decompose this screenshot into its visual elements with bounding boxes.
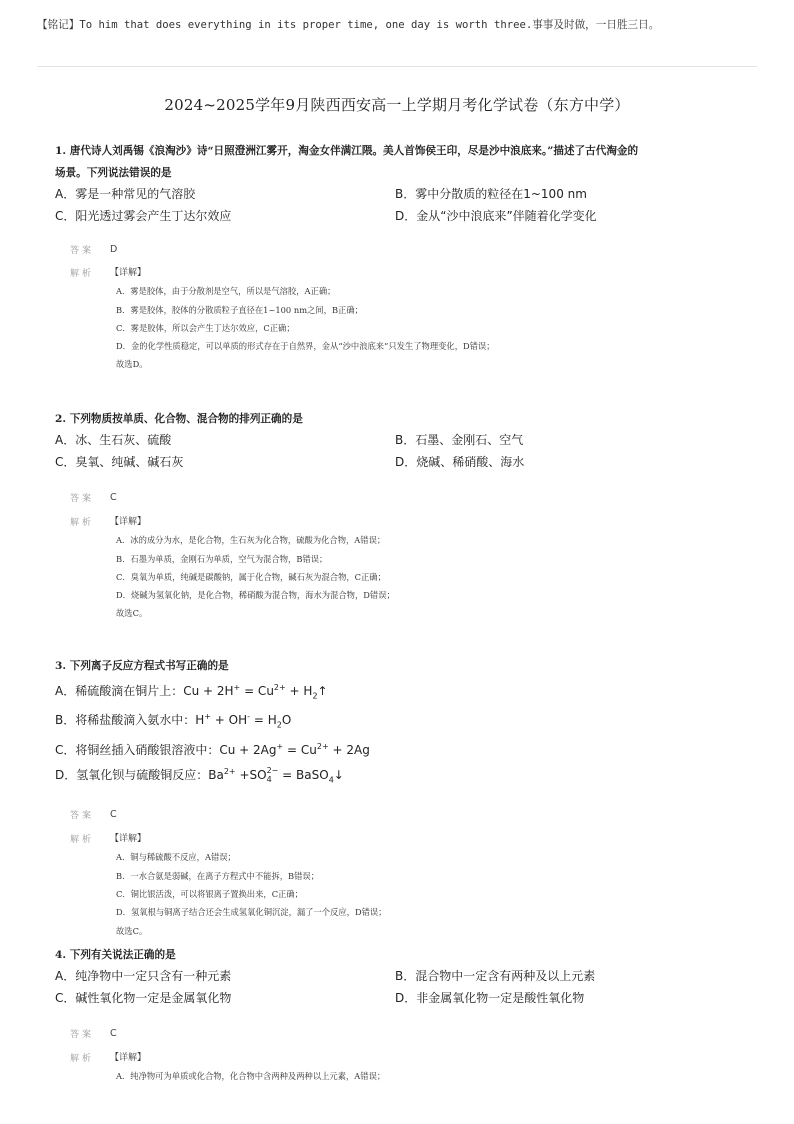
option-c: C．将铜丝插入硝酸银溶液中：$Cu + 2Ag^+ = Cu^{2+} + 2Ag$ bbox=[55, 741, 370, 757]
answer-tag: 答案 bbox=[70, 245, 95, 256]
option-b: B．将稀盐酸滴入氨水中：$H^+ + OH^- = H_2O$ bbox=[55, 712, 292, 730]
page-title: 2024~2025学年9月陕西西安高一上学期月考化学试卷（东方中学） bbox=[164, 96, 630, 114]
divider bbox=[37, 66, 757, 67]
option-d: D．金从“沙中浪底来”伴随着化学变化 bbox=[395, 208, 597, 223]
option-a: A．纯净物中一定只含有一种元素 bbox=[55, 969, 232, 983]
option-c: C．臭氧、纯碱、碱石灰 bbox=[55, 454, 184, 469]
question-stem bbox=[0, 944, 794, 966]
options bbox=[0, 430, 794, 473]
answer-value: C bbox=[110, 1027, 117, 1039]
option-d: D．氢氧化钡与硫酸铜反应：$Ba^{2+} +SO$ 2− 4 = BaSO$_4$↓ bbox=[55, 766, 344, 785]
option-d: D．非金属氧化物一定是酸性氧化物 bbox=[395, 990, 585, 1005]
options bbox=[0, 966, 794, 1009]
stem-line: 1. 唐代诗人刘禹锡《浪淘沙》诗“日照澄洲江雾开，淘金女伴满江隈。美人首饰侯王印，尽是沙中浪底来。”描述了古代淘金的 bbox=[55, 145, 639, 157]
question-2 bbox=[0, 408, 794, 623]
analysis-line: 故选D。 bbox=[116, 359, 148, 370]
analysis-line: A．纯净物可为单质或化合物，化合物中含两种及两种以上元素，A错误； bbox=[116, 1071, 386, 1082]
analysis-line: B．一水合氨是弱碱，在离子方程式中不能拆，B错误； bbox=[116, 870, 320, 881]
analysis-line: C．臭氧为单质，纯碱是碳酸钠，属于化合物，碱石灰为混合物，C正确； bbox=[116, 571, 386, 582]
question-stem bbox=[0, 655, 794, 677]
analysis-line: C．雾是胶体，所以会产生丁达尔效应，C正确； bbox=[116, 322, 295, 333]
answer-row bbox=[0, 239, 794, 259]
detail-heading: 【详解】 bbox=[110, 517, 147, 527]
analysis-block bbox=[0, 1049, 794, 1086]
analysis-line: B．石墨为单质，金刚石为单质，空气为混合物，B错误； bbox=[116, 553, 328, 564]
analysis-tag: 解析 bbox=[70, 1054, 95, 1064]
analysis-tag: 解析 bbox=[70, 835, 95, 846]
question-4 bbox=[0, 944, 794, 1086]
stem-line: 场景。下列说法错误的是 bbox=[55, 167, 172, 179]
question-3 bbox=[0, 655, 794, 940]
analysis-line: 故选C。 bbox=[116, 925, 148, 936]
detail-heading: 【详解】 bbox=[110, 834, 147, 845]
analysis-line: D．烧碱为氢氧化钠，是化合物，稀硝酸为混合物，海水为混合物，D错误； bbox=[116, 590, 395, 601]
analysis-line: 故选C。 bbox=[116, 608, 148, 619]
options bbox=[0, 184, 794, 227]
analysis-line: A．雾是胶体，由于分散剂是空气，所以是气溶胶，A正确； bbox=[116, 286, 336, 297]
answer-value: D bbox=[110, 243, 118, 255]
analysis-line: B．雾是胶体，胶体的分散质粒子直径在1~100 nm之间，B正确； bbox=[116, 304, 363, 315]
option-d: D．烧碱、稀硝酸、海水 bbox=[395, 454, 525, 469]
option-b: B．混合物中一定含有两种及以上元素 bbox=[395, 969, 596, 983]
answer-row bbox=[0, 1023, 794, 1043]
question-stem bbox=[0, 408, 794, 430]
options bbox=[0, 677, 794, 790]
option-a: A．雾是一种常见的气溶胶 bbox=[55, 187, 196, 201]
answer-tag: 答案 bbox=[70, 1029, 95, 1040]
stem-line: 2. 下列物质按单质、化合物、混合物的排列正确的是 bbox=[55, 413, 303, 425]
option-c: C．碱性氧化物一定是金属氧化物 bbox=[55, 990, 232, 1005]
option-b: B．雾中分散质的粒径在1~100 nm bbox=[395, 187, 587, 201]
answer-row bbox=[0, 487, 794, 507]
option-a: A．冰、生石灰、硫酸 bbox=[55, 433, 172, 447]
analysis-line: A．冰的成分为水，是化合物，生石灰为化合物，硫酸为化合物，A错误； bbox=[116, 535, 386, 546]
analysis-tag: 解析 bbox=[70, 269, 95, 279]
analysis-line: A．铜与稀硫酸不反应，A错误； bbox=[116, 852, 236, 863]
answer-row bbox=[0, 804, 794, 824]
detail-heading: 【详解】 bbox=[110, 268, 147, 278]
analysis-block bbox=[0, 513, 794, 623]
analysis-block bbox=[0, 830, 794, 940]
stem-line: 4. 下列有关说法正确的是 bbox=[55, 949, 176, 961]
answer-tag: 答案 bbox=[70, 810, 95, 821]
analysis-line: D．金的化学性质稳定，可以单质的形式存在于自然界，金从“沙中浪底来”只发生了物理变化，D错误； bbox=[116, 341, 495, 352]
question-stem bbox=[0, 140, 794, 184]
answer-tag: 答案 bbox=[70, 493, 95, 504]
option-c: C．阳光透过雾会产生丁达尔效应 bbox=[55, 208, 232, 223]
option-b: B．石墨、金刚石、空气 bbox=[395, 433, 524, 447]
option-a: A．稀硫酸滴在铜片上：$Cu + 2H^+ = Cu^{2+}$ + $H_2↑$ bbox=[55, 683, 328, 701]
analysis-line: D．氢氧根与铜离子结合还会生成氢氧化铜沉淀，漏了一个反应，D错误； bbox=[116, 907, 387, 918]
detail-heading: 【详解】 bbox=[110, 1053, 147, 1063]
stem-line: 3. 下列离子反应方程式书写正确的是 bbox=[55, 660, 229, 672]
motto-banner: 【铭记】To him that does everything in its proper time, one day is worth three.事事及时做，一日胜三日。 bbox=[37, 18, 660, 31]
answer-value: C bbox=[110, 491, 117, 503]
question-1 bbox=[0, 140, 794, 374]
analysis-block bbox=[0, 264, 794, 374]
analysis-line: C．铜比银活泼，可以将银离子置换出来，C正确； bbox=[116, 889, 303, 900]
analysis-tag: 解析 bbox=[70, 518, 95, 528]
answer-value: C bbox=[110, 808, 117, 820]
